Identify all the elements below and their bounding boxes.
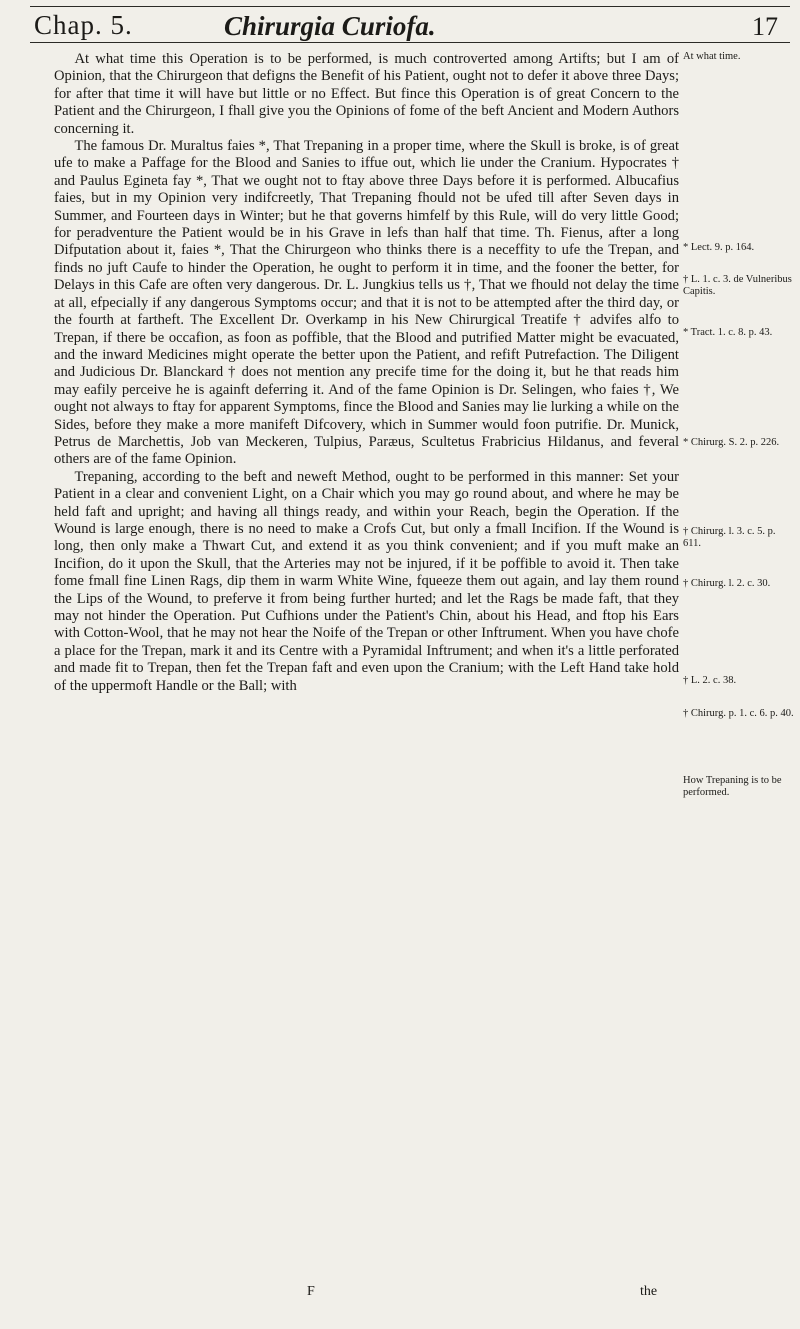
margin-note: † Chirurg. l. 3. c. 5. p. 611. <box>683 526 776 549</box>
margin-note: At what time. <box>683 51 741 62</box>
margin-note: * Tract. 1. c. 8. p. 43. <box>683 327 773 338</box>
signature-mark: F <box>307 1284 315 1299</box>
margin-note: † Chirurg. l. 2. c. 30. <box>683 578 771 589</box>
page-number: 17 <box>752 12 778 41</box>
margin-note: * Lect. 9. p. 164. <box>683 242 755 253</box>
header-rule-top <box>30 6 790 7</box>
paragraph-method: Trepaning, according to the beft and neweft Method, ought to be performed in this manner: Set your Patient in a clear and convenient Light, on a Chair which you may go round about, and where he may be held faft and upright; and having all things ready, and within your Reach, begin the Operation. If the Wound is large enough, there is no need to make a Crofs Cut, but only a fmall Incifion. If the Wound is long, then only make a Thwart Cut, and extend it as you think convenient; and if you muft make an Incifion, do it upon the Skull, that the Arteries may not be injured, if it be poffible to avoid it. Then take fome fmall fine Linen Rags, dip them in warm White Wine, fqueeze them out again, and lay them round the Lips of the Wound, to preferve it from being further hurted; and let the Rags be made faft, that they may not hinder the Operation. Put Cufhions under the Patient's Chin, about his Head, and ftop his Ears with Cotton-Wool, that he may not hear the Noife of the Trepan or other Inftrument. When you have chofe a place for the Trepan, mark it and its Centre with a Pyramidal Inftrument; and when it's a little perforated and made fit to Trepan, then fet the Trepan faft and even upon the Cranium; with the Left Hand take hold of the uppermoft Handle or the Ball; with <box>54 468 679 694</box>
margin-note: † L. 1. c. 3. de Vulneribus Capitis. <box>683 274 792 297</box>
catchword: the <box>640 1284 658 1299</box>
margin-note: How Trepaning is to be performed. <box>683 775 782 798</box>
running-header <box>34 10 784 42</box>
margin-note: † L. 2. c. 38. <box>683 675 737 686</box>
paragraph-authorities: The famous Dr. Muraltus faies *, That Trepaning in a proper time, where the Skull is broke, is of great ufe to make a Paffage for the Blood and Sanies to iffue out, which lie under the Cranium. Hypocrates † and Paulus Egineta fay *, That we ought not to ftay above three Days before it is performed. Albucafius faies, but in my Opinion very indifcreetly, That Trepaning fhould not be ufed till after Seven days in Summer, and Fourteen days in Winter; but he that governs himfelf by this Rule, will do very little Good; for peradventure the Patient would be in his Grave in lefs than half that time. Th. Fienus, after a long Difputation about it, faies *, That the Chirurgeon who thinks there is a neceffity to ufe the Trepan, and finds no juft Caufe to hinder the Operation, he ought to perform it in time, and the fooner the better, for Delays in this Cafe are often very dangerous. Dr. L. Jungkius tells us †, That we fhould not delay the time at all, efpecially if any dangerous Symptoms occur; and that it is not to be attempted after the third day, or the fourth at fartheft. The Excellent Dr. Overkamp in his New Chirurgical Treatife † advifes alfo to Trepan, if there be occafion, as foon as poffible, that the Blood and putrified Matter might be evacuated, and the inward Medicines might operate the better upon the Patient, and refift Putrefaction. The Diligent and Judicious Dr. Blanckard † does not mention any precife time for the doing it, but he that reads him may eafily perceive he is againft deferring it. And of the fame Opinion is Dr. Selingen, who faies †, We ought not always to ftay for apparent Symptoms, fince the Blood and Sanies may lie lurking a while on the Sides, before they make a more manifeft Difcovery, which in Summer would foon putrifie. Dr. Munick, Petrus de Marchettis, Job van Meckeren, Tulpius, Paræus, Scultetus Frabricius Hildanus, and feveral others are of the fame Opinion. <box>54 138 679 468</box>
margin-note: * Chirurg. S. 2. p. 226. <box>683 437 780 448</box>
header-rule-bottom <box>30 42 790 43</box>
paragraph-timing: At what time this Operation is to be performed, is much controverted among Artifts; but I am of Opinion, that the Chirurgeon that defigns the Benefit of his Patient, ought not to defer it above three Days; for after that time it will have but little or no Effect. But fince this Operation is of great Concern to the Patient and the Chirurgeon, I fhall give you the Opinions of fome of the beft Ancient and Modern Authors concerning it. <box>54 51 679 137</box>
margin-note: † Chirurg. p. 1. c. 6. p. 40. <box>683 708 794 719</box>
main-text <box>54 51 679 695</box>
chapter-label: Chap. 5. <box>34 10 133 40</box>
running-title: Chirurgia Curiofa. <box>224 11 436 41</box>
